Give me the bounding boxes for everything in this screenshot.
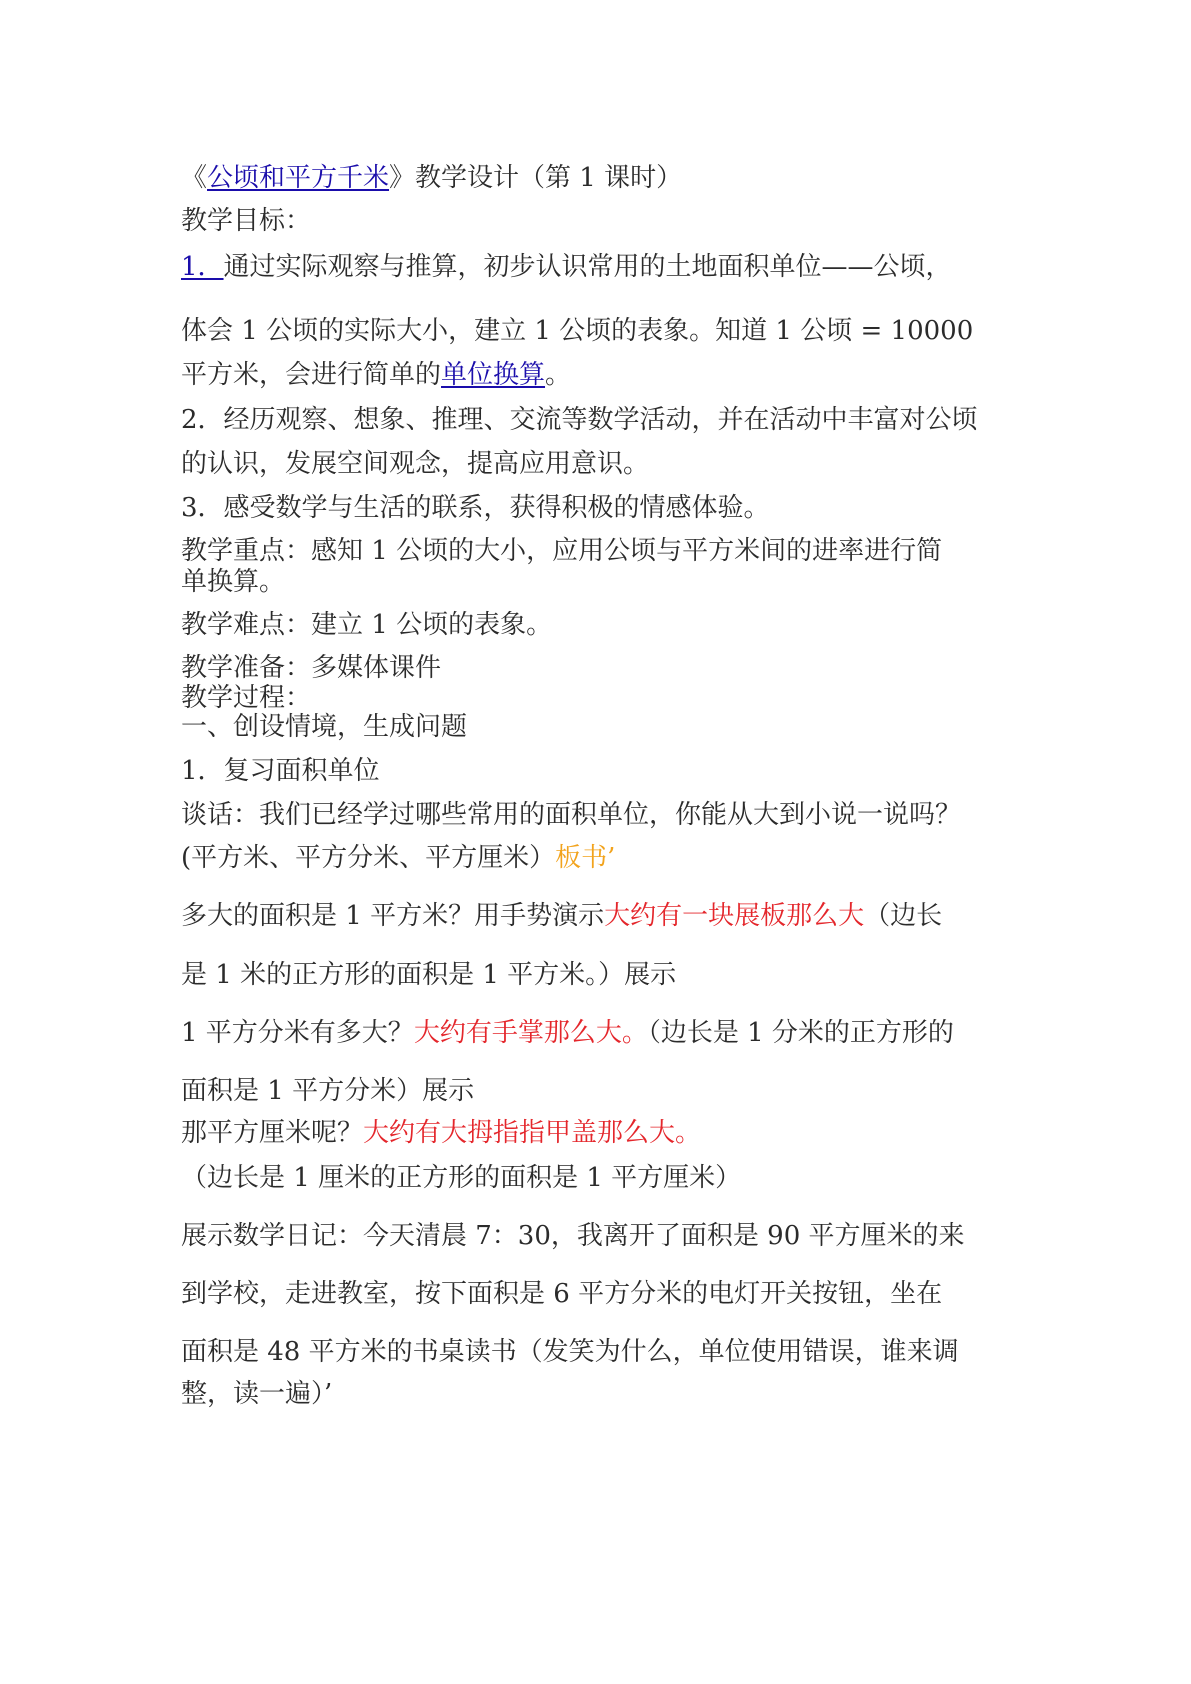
- sqm-line-1-pre: 多大的面积是 1 平方米？用手势演示: [181, 901, 605, 931]
- title-rest: 》教学设计（第 1 课时）: [389, 163, 683, 193]
- objective-1-line-3-pre: 平方米，会进行简单的: [181, 360, 442, 390]
- preparation: 教学准备：多媒体课件: [181, 653, 442, 683]
- objective-1-number-link[interactable]: 1．: [181, 252, 224, 282]
- objective-1-line-1-text: 通过实际观察与推算，初步认识常用的土地面积单位——公顷，: [223, 252, 952, 282]
- difficulty: 教学难点：建立 1 公顷的表象。: [181, 610, 553, 640]
- step-1: 1．复习面积单位: [181, 756, 380, 786]
- sqdm-line-1-post: （边长是 1 分米的正方形的: [647, 1018, 954, 1048]
- sqdm-line-2: 面积是 1 平方分米）展示: [181, 1076, 475, 1106]
- objective-1-line-1: [181, 251, 952, 283]
- unit-conversion-link[interactable]: 单位换算: [441, 360, 546, 390]
- board-note: 板书’: [555, 843, 616, 873]
- objective-2-line-1: 2．经历观察、想象、推理、交流等数学活动，并在活动中丰富对公顷: [181, 405, 978, 435]
- objective-3: 3．感受数学与生活的联系，获得积极的情感体验。: [181, 493, 770, 523]
- objective-1-line-3: [181, 359, 571, 391]
- document-title: [181, 162, 682, 194]
- sqdm-line-1: [181, 1017, 954, 1049]
- sqcm-line-2: （边长是 1 厘米的正方形的面积是 1 平方厘米）: [181, 1163, 742, 1193]
- key-point-line-2: 单换算。: [181, 567, 286, 597]
- sqm-line-2: 是 1 米的正方形的面积是 1 平方米。）展示: [181, 960, 677, 990]
- section-1-heading: 一、创设情境，生成问题: [181, 712, 468, 742]
- sqcm-line-1-pre: 那平方厘米呢？: [181, 1118, 364, 1148]
- objective-1-line-3-post: 。: [545, 360, 572, 390]
- sqcm-line-1: [181, 1117, 701, 1149]
- sqm-line-1-post: （边长: [864, 901, 943, 931]
- objective-2-line-2: 的认识，发展空间观念，提高应用意识。: [181, 449, 650, 479]
- sqdm-line-1-pre: 1 平方分米有多大？: [181, 1018, 414, 1048]
- title-link[interactable]: 公顷和平方千米: [207, 163, 390, 193]
- title-open: 《: [181, 163, 208, 193]
- sqcm-highlight: 大约有大拇指指甲盖那么大。: [363, 1118, 702, 1148]
- diary-line-1: 展示数学日记：今天清晨 7：30，我离开了面积是 90 平方厘米的来: [181, 1221, 965, 1251]
- sqdm-highlight: 大约有手掌那么大。: [413, 1018, 648, 1048]
- units-text: (平方米、平方分米、平方厘米）: [181, 843, 556, 873]
- process-heading: 教学过程：: [181, 683, 312, 713]
- key-point-line-1: 教学重点：感知 1 公顷的大小，应用公顷与平方米间的进率进行简: [181, 536, 943, 566]
- units-line: [181, 842, 615, 874]
- objectives-heading: 教学目标：: [181, 206, 312, 236]
- diary-line-3: 面积是 48 平方米的书桌读书（发笑为什么，单位使用错误，谁来调: [181, 1337, 959, 1367]
- sqm-highlight: 大约有一块展板那么大: [604, 901, 865, 931]
- diary-line-2: 到学校，走进教室，按下面积是 6 平方分米的电灯开关按钮，坐在: [181, 1279, 943, 1309]
- objective-1-line-2: 体会 1 公顷的实际大小，建立 1 公顷的表象。知道 1 公顷 = 10000: [181, 316, 974, 346]
- diary-line-4: 整，读一遍）’: [181, 1379, 333, 1409]
- sqm-line-1: [181, 900, 942, 932]
- talk-line: 谈话：我们已经学过哪些常用的面积单位，你能从大到小说一说吗？: [181, 800, 962, 830]
